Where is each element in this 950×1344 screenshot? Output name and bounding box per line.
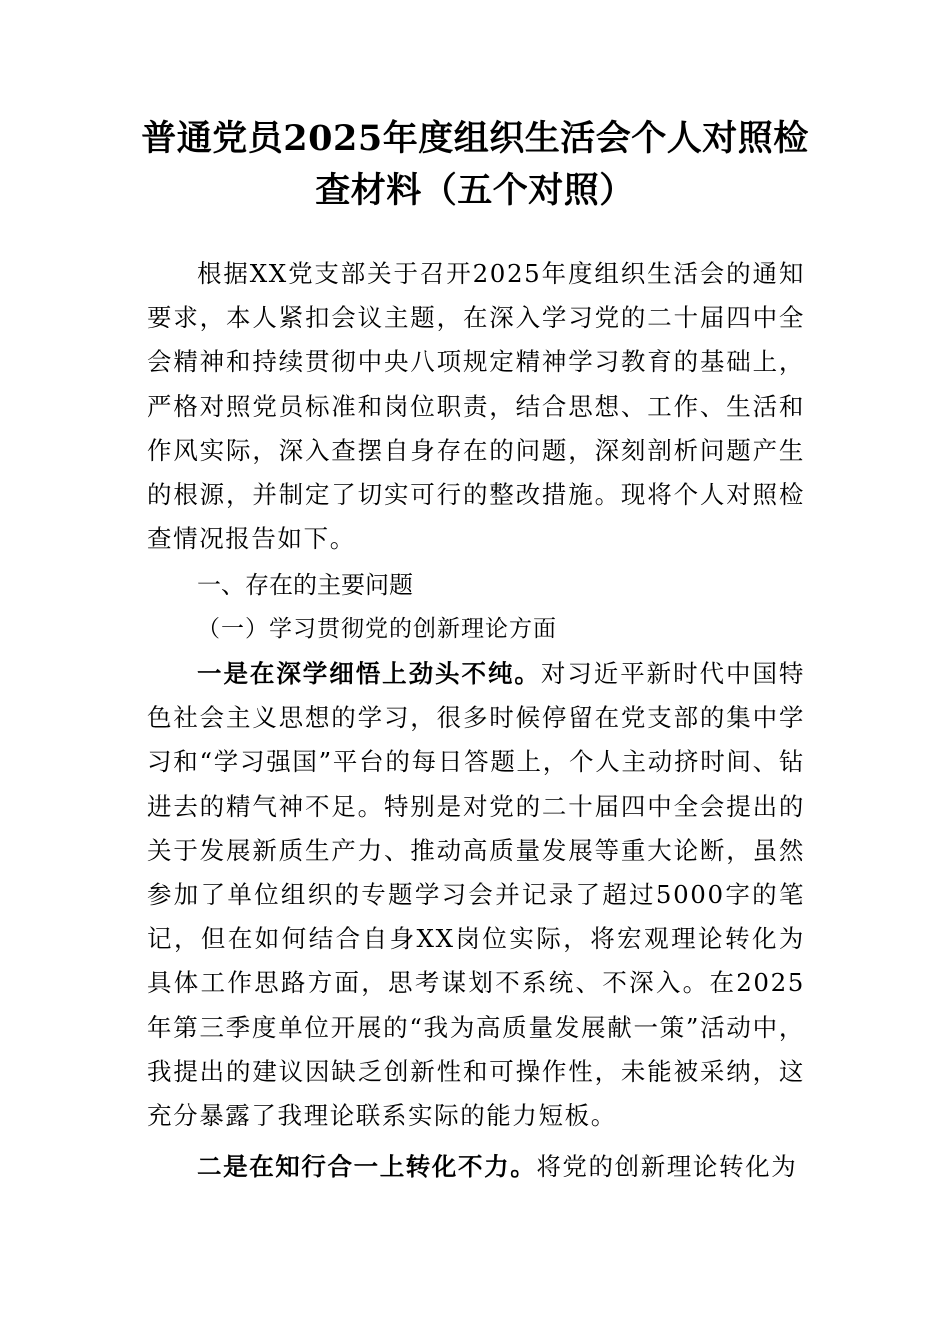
point-two-lead: 二是在知行合一上转化不力。 — [197, 1152, 537, 1181]
subsection-heading: （一）学习贯彻党的创新理论方面 — [197, 616, 557, 642]
section-heading: 一、存在的主要问题 — [197, 571, 413, 599]
point-two-paragraph — [147, 1145, 805, 1189]
point-two-text: 将党的创新理论转化为 — [536, 1152, 798, 1181]
point-one-lead: 一是在深学细悟上劲头不纯。 — [197, 659, 541, 688]
point-one-text: 对习近平新时代中国特色社会主义思想的学习，很多时候停留在党支部的集中学习和“学习强国”平台的每日答题上，个人主动挤时间、钻进去的精气神不足。特别是对党的二十届四中全会提出的关于发展新质生产力、推动高质量发展等重大论断，虽然参加了单位组织的专题学习会并记录了超过5000字的笔记，但在如何结合自身XX岗位实际，将宏观理论转化为具体工作思路方面，思考谋划不系统、不深入。在2025年第三季度单位开展的“我为高质量发展献一策”活动中，我提出的建议因缺乏创新性和可操作性，未能被采纳，这充分暴露了我理论联系实际的能力短板。 — [147, 659, 805, 1131]
point-one-paragraph — [147, 652, 805, 1138]
intro-paragraph: 根据XX党支部关于召开2025年度组织生活会的通知要求，本人紧扣会议主题，在深入学习党的二十届四中全会精神和持续贯彻中央八项规定精神学习教育的基础上，严格对照党员标准和岗位职责，结合思想、工作、生活和作风实际，深入查摆自身存在的问题，深刻剖析问题产生的根源，并制定了切实可行的整改措施。现将个人对照检查情况报告如下。 — [147, 259, 805, 554]
document-title: 普通党员2025年度组织生活会个人对照检查材料（五个对照） — [141, 118, 809, 211]
